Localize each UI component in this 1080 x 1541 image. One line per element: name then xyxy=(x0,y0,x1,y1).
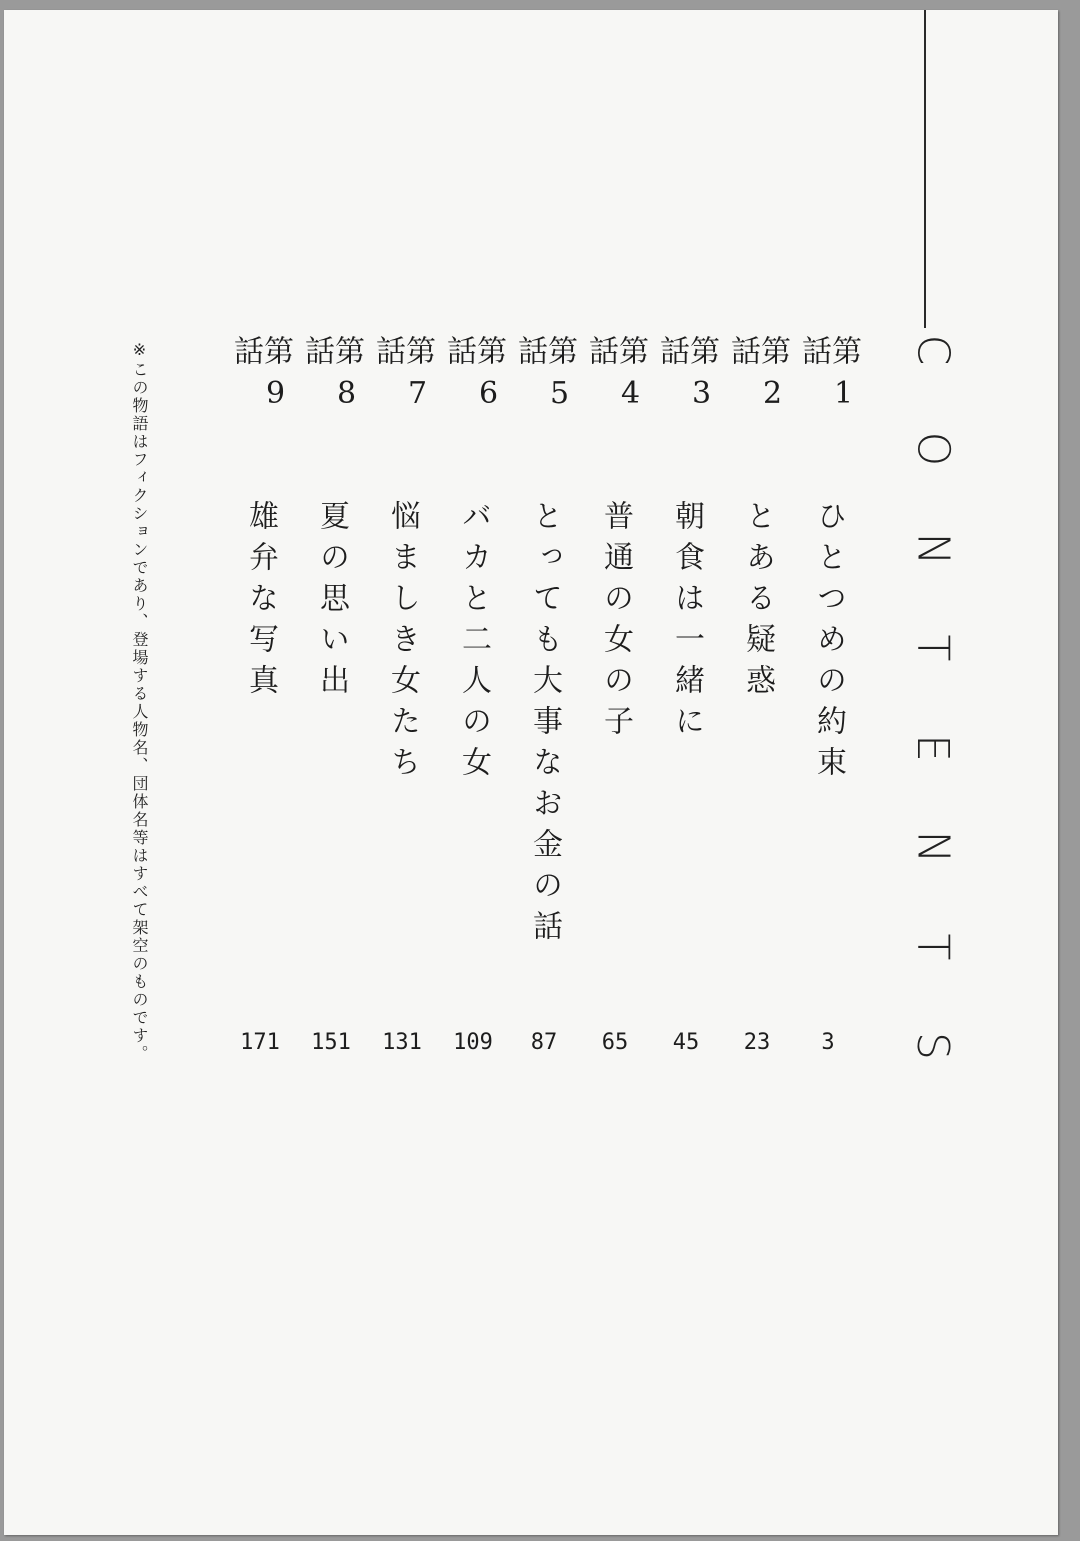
chapter-page: 65 xyxy=(601,1030,629,1055)
heading-letter: C xyxy=(906,334,958,366)
chapter-title: ひとつめの約束 xyxy=(811,500,846,787)
heading-letter: E xyxy=(907,733,958,762)
chapter-label: 第6話 xyxy=(441,335,506,422)
heading-letter: S xyxy=(907,1031,958,1060)
chapter-page: 171 xyxy=(240,1030,280,1055)
heading-letter: T xyxy=(906,634,958,662)
heading-letter: N xyxy=(906,532,958,566)
chapter-title: バカと二人の女 xyxy=(456,500,491,787)
chapter-label: 第8話 xyxy=(299,335,364,422)
chapter-page: 3 xyxy=(821,1030,835,1055)
chapter-title: とある疑惑 xyxy=(740,500,775,705)
chapter-label: 第7話 xyxy=(370,335,435,422)
chapter-title: 夏の思い出 xyxy=(314,500,349,705)
chapter-title: 雄弁な写真 xyxy=(243,500,278,705)
chapter-page: 45 xyxy=(672,1030,700,1055)
chapter-page: 109 xyxy=(453,1030,493,1055)
chapter-label: 第9話 xyxy=(228,335,293,422)
chapter-label: 第5話 xyxy=(512,335,577,422)
chapter-page: 87 xyxy=(530,1030,558,1055)
chapter-title: 普通の女の子 xyxy=(598,500,633,746)
chapter-title: 悩ましき女たち xyxy=(385,500,420,787)
chapter-title: とっても大事なお金の話 xyxy=(527,500,562,951)
chapter-title: 朝食は一緒に xyxy=(669,500,704,746)
chapter-page: 23 xyxy=(743,1030,771,1055)
contents-page xyxy=(4,10,1058,1535)
heading-letter: O xyxy=(906,432,958,467)
heading-letter: N xyxy=(906,830,958,864)
fiction-disclaimer xyxy=(124,340,154,1080)
heading-letter: T xyxy=(906,933,958,960)
chapter-page: 151 xyxy=(311,1030,351,1055)
disclaimer-text: ※この物語はフィクションであり、登場する人物名、団体名等はすべて架空のものです。 xyxy=(130,340,149,1063)
chapter-label: 第3話 xyxy=(654,335,719,422)
chapter-page: 131 xyxy=(382,1030,422,1055)
vertical-rule xyxy=(924,10,926,328)
contents-heading xyxy=(906,328,958,1068)
chapter-label: 第2話 xyxy=(725,335,790,422)
chapter-label: 第4話 xyxy=(583,335,648,422)
chapter-label: 第1話 xyxy=(796,335,861,422)
